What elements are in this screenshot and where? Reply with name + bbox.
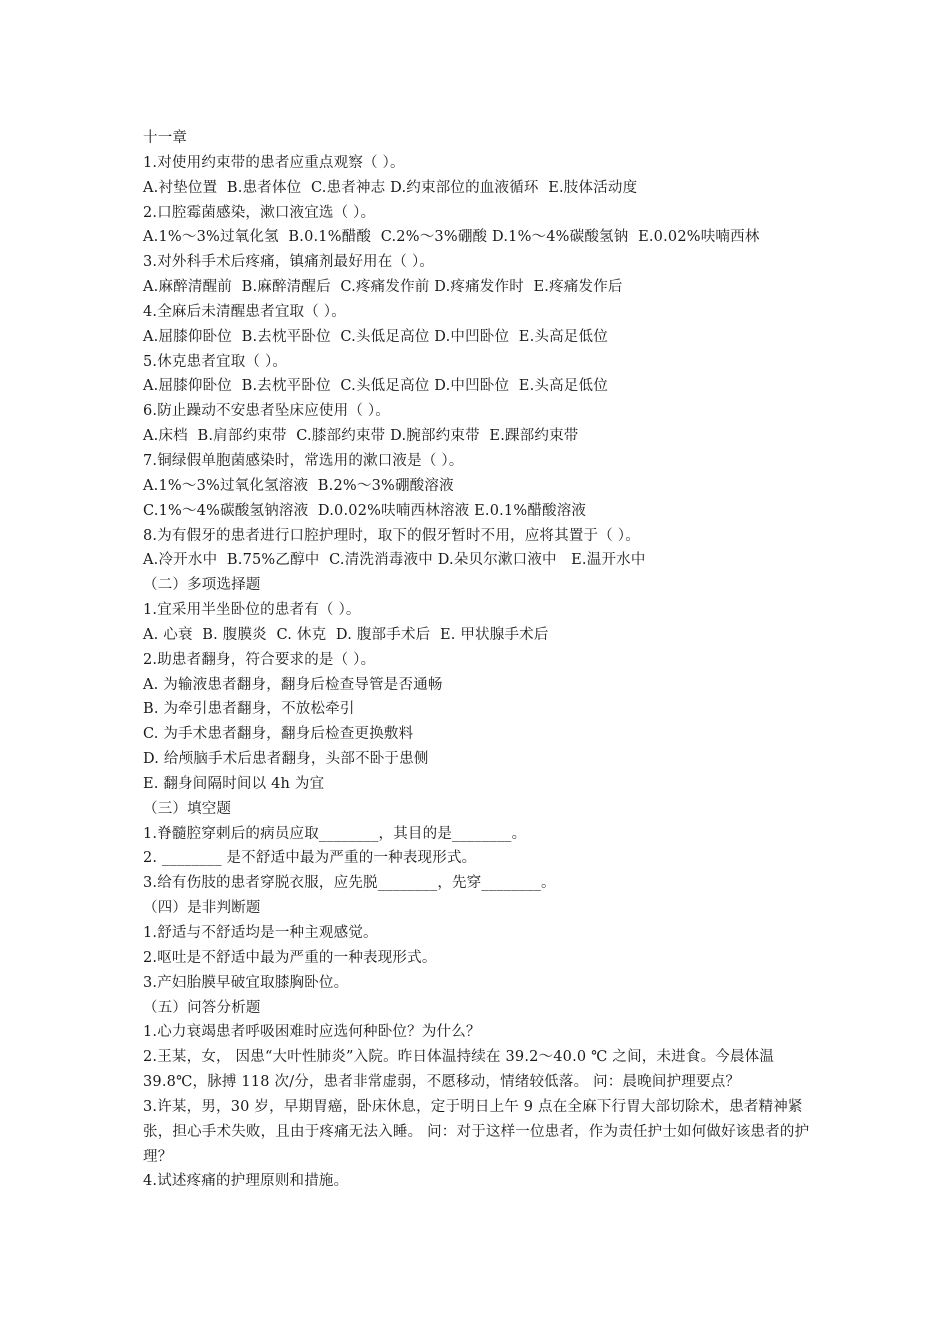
text-line: D. 给颅脑手术后患者翻身，头部不卧于患侧: [143, 751, 429, 768]
text-line: 2.呕吐是不舒适中最为严重的一种表现形式。: [143, 949, 437, 966]
text-line: 3.对外科手术后疼痛，镇痛剂最好用在（ ）。: [143, 254, 435, 271]
text-line: B. 为牵引患者翻身，不放松牵引: [143, 701, 355, 718]
text-line: 1.宜采用半坐卧位的患者有（ ）。: [143, 602, 361, 619]
text-line: A.1%～3%过氧化氢溶液 B.2%～3%硼酸溶液: [143, 477, 454, 494]
text-line: A.1%～3%过氧化氢 B.0.1%醋酸 C.2%～3%硼酸 D.1%～4%碳酸氢钠 E.0.02%呋喃西林: [143, 229, 760, 246]
text-line: 3.产妇胎膜早破宜取膝胸卧位。: [143, 974, 349, 991]
case-question-paragraph: 2.王某，女， 因患“大叶性肺炎”入院。昨日体温持续在 39.2～40.0 ℃ 之间，未进食。今晨体温 39.8℃，脉搏 118 次/分，患者非常虚弱，不愿移动，情绪较低落。 问：晨晚间护理要点？: [143, 1049, 779, 1091]
text-line: 2.助患者翻身，符合要求的是（ ）。: [143, 651, 376, 668]
text-line: 1.心力衰竭患者呼吸困难时应选何种卧位？为什么？: [143, 1024, 481, 1041]
text-line: 6.防止躁动不安患者坠床应使用（ ）。: [143, 403, 390, 420]
document-content: [143, 126, 815, 1194]
text-line: 1.对使用约束带的患者应重点观察（ ）。: [143, 154, 405, 171]
text-line: 8.为有假牙的患者进行口腔护理时，取下的假牙暂时不用，应将其置于（ ）。: [143, 527, 640, 544]
section-heading: （五）问答分析题: [143, 999, 261, 1016]
text-line: 5.休克患者宜取（ ）。: [143, 353, 288, 370]
text-line: A. 心衰 B. 腹膜炎 C. 休克 D. 腹部手术后 E. 甲状腺手术后: [143, 626, 549, 643]
text-line: A.麻醉清醒前 B.麻醉清醒后 C.疼痛发作前 D.疼痛发作时 E.疼痛发作后: [143, 279, 623, 296]
text-line: 3.给有伤肢的患者穿脱衣服，应先脱________，先穿________。: [143, 875, 556, 892]
case-question-paragraph: 3.许某，男，30 岁，早期胃癌，卧床休息，定于明日上午 9 点在全麻下行胃大部切除术，患者精神紧张，担心手术失败，且由于疼痛无法入睡。 问：对于这样一位患者，作为责任护士如何做好该患者的护理？: [143, 1098, 810, 1165]
text-line: A. 为输液患者翻身，翻身后检查导管是否通畅: [143, 676, 443, 693]
text-line: 1.舒适与不舒适均是一种主观感觉。: [143, 925, 378, 941]
text-line: E. 翻身间隔时间以 4h 为宜: [143, 775, 325, 792]
text-line: C.1%～4%碳酸氢钠溶液 D.0.02%呋喃西林溶液 E.0.1%醋酸溶液: [143, 502, 587, 519]
text-line: C. 为手术患者翻身，翻身后检查更换敷料: [143, 726, 414, 743]
text-line: A.衬垫位置 B.患者体位 C.患者神志 D.约束部位的血液循环 E.肢体活动度: [143, 179, 638, 196]
text-line: 7.铜绿假单胞菌感染时，常选用的漱口液是（ ）。: [143, 452, 464, 469]
text-line: A.床档 B.肩部约束带 C.膝部约束带 D.腕部约束带 E.踝部约束带: [143, 428, 579, 445]
text-line: 2.口腔霉菌感染，漱口液宜选（ ）。: [143, 204, 376, 221]
chapter-title: 十一章: [143, 130, 188, 146]
section-heading: （四）是非判断题: [143, 900, 261, 917]
text-line: A.屈膝仰卧位 B.去枕平卧位 C.头低足高位 D.中凹卧位 E.头高足低位: [143, 378, 608, 395]
text-line: 4.试述疼痛的护理原则和措施。: [143, 1173, 349, 1190]
section-heading: （二）多项选择题: [143, 577, 261, 594]
text-line: 2. ________ 是不舒适中最为严重的一种表现形式。: [143, 850, 477, 867]
text-line: 1.脊髓腔穿刺后的病员应取________，其目的是________。: [143, 825, 527, 842]
text-line: A.冷开水中 B.75%乙醇中 C.清洗消毒液中 D.朵贝尔漱口液中 E.温开水中: [143, 552, 646, 569]
section-heading: （三）填空题: [143, 800, 232, 817]
text-line: A.屈膝仰卧位 B.去枕平卧位 C.头低足高位 D.中凹卧位 E.头高足低位: [143, 328, 608, 345]
text-line: 4.全麻后未清醒患者宜取（ ）。: [143, 303, 346, 320]
